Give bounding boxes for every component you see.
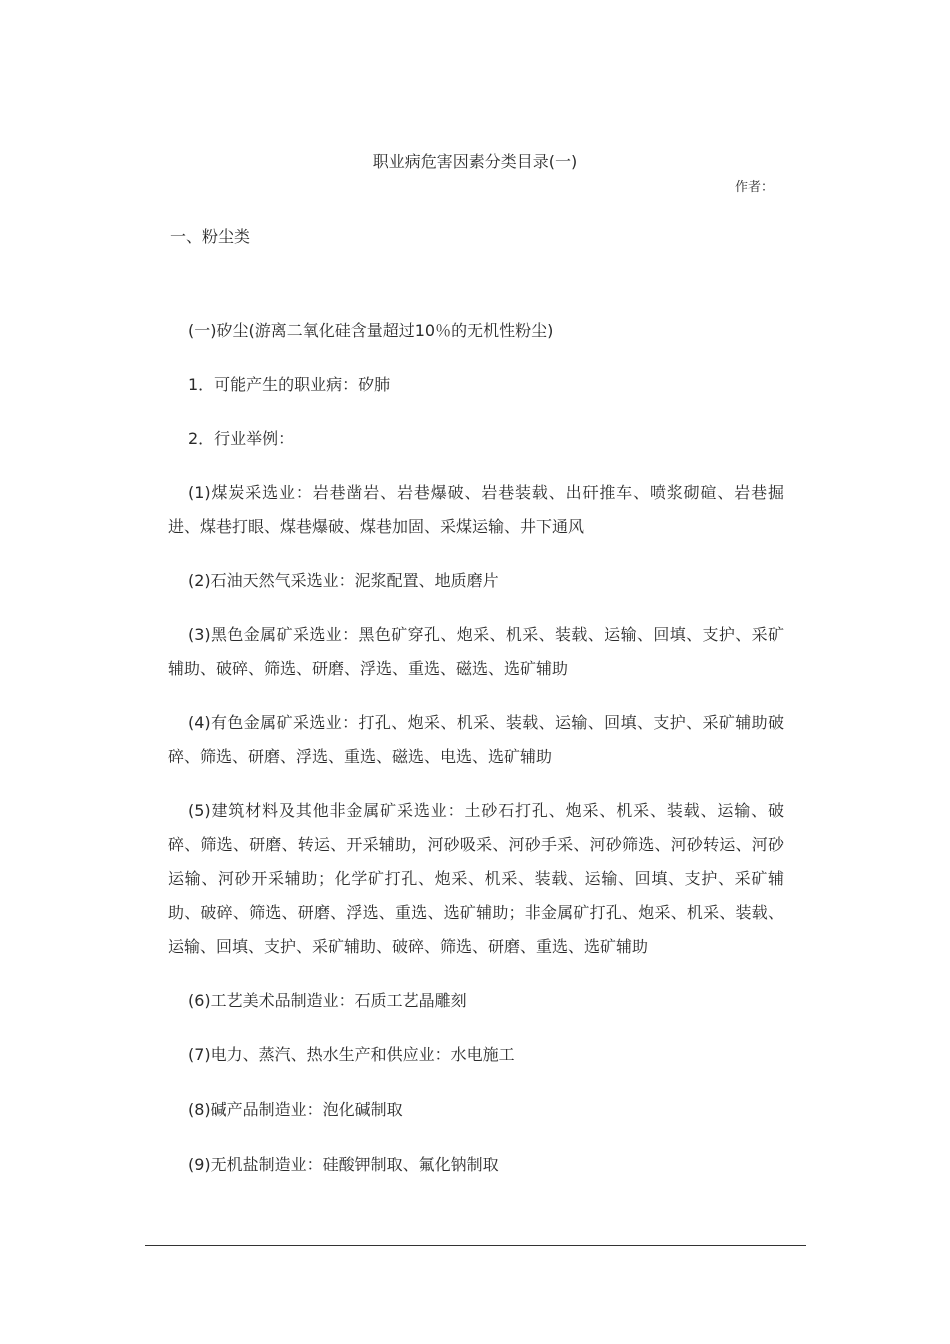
document-title: 职业病危害因素分类目录(一)	[372, 152, 578, 171]
paragraph-alkali-products: (8)碱产品制造业：泡化碱制取	[188, 1100, 403, 1119]
paragraph-industry-examples: 2．行业举例：	[188, 429, 295, 448]
document-body	[168, 314, 784, 1203]
section-heading: 一、粉尘类	[170, 227, 251, 246]
paragraph-ferrous-metal: (3)黑色金属矿采选业：黑色矿穿孔、炮采、机采、装载、运输、回填、支护、采矿辅助、破碎、筛选、研磨、浮选、重选、磁选、选矿辅助	[168, 625, 784, 678]
paragraph-building-materials: (5)建筑材料及其他非金属矿采选业：土砂石打孔、炮采、机采、装载、运输、破碎、筛选、研磨、转运、开采辅助，河砂吸采、河砂手采、河砂筛选、河砂转运、河砂运输、河砂开采辅助；化学矿打孔、炮采、机采、装载、运输、回填、支护、采矿辅助、破碎、筛选、研磨、浮选、重选、选矿辅助；非金属矿打孔、炮采、机采、装载、运输、回填、支护、采矿辅助、破碎、筛选、研磨、重选、选矿辅助	[168, 801, 784, 956]
paragraph-occupational-disease: 1．可能产生的职业病：矽肺	[188, 375, 391, 394]
footer-divider	[145, 1245, 806, 1246]
paragraph-inorganic-salt: (9)无机盐制造业：硅酸钾制取、氟化钠制取	[188, 1155, 499, 1174]
paragraph-arts-crafts: (6)工艺美术品制造业：石质工艺晶雕刻	[188, 991, 467, 1010]
paragraph-coal-mining: (1)煤炭采选业：岩巷凿岩、岩巷爆破、岩巷装载、出矸推车、喷浆砌碹、岩巷掘进、煤巷打眼、煤巷爆破、煤巷加固、采煤运输、井下通风	[168, 483, 784, 536]
paragraph-oil-gas: (2)石油天然气采选业：泥浆配置、地质磨片	[188, 571, 499, 590]
paragraph-electric-power: (7)电力、蒸汽、热水生产和供应业：水电施工	[188, 1045, 515, 1064]
author-label: 作者：	[734, 180, 774, 195]
paragraph-nonferrous-metal: (4)有色金属矿采选业：打孔、炮采、机采、装载、运输、回填、支护、采矿辅助破碎、筛选、研磨、浮选、重选、磁选、电选、选矿辅助	[168, 713, 784, 766]
paragraph-silica-dust: (一)矽尘(游离二氧化硅含量超过10％的无机性粉尘)	[188, 321, 554, 340]
